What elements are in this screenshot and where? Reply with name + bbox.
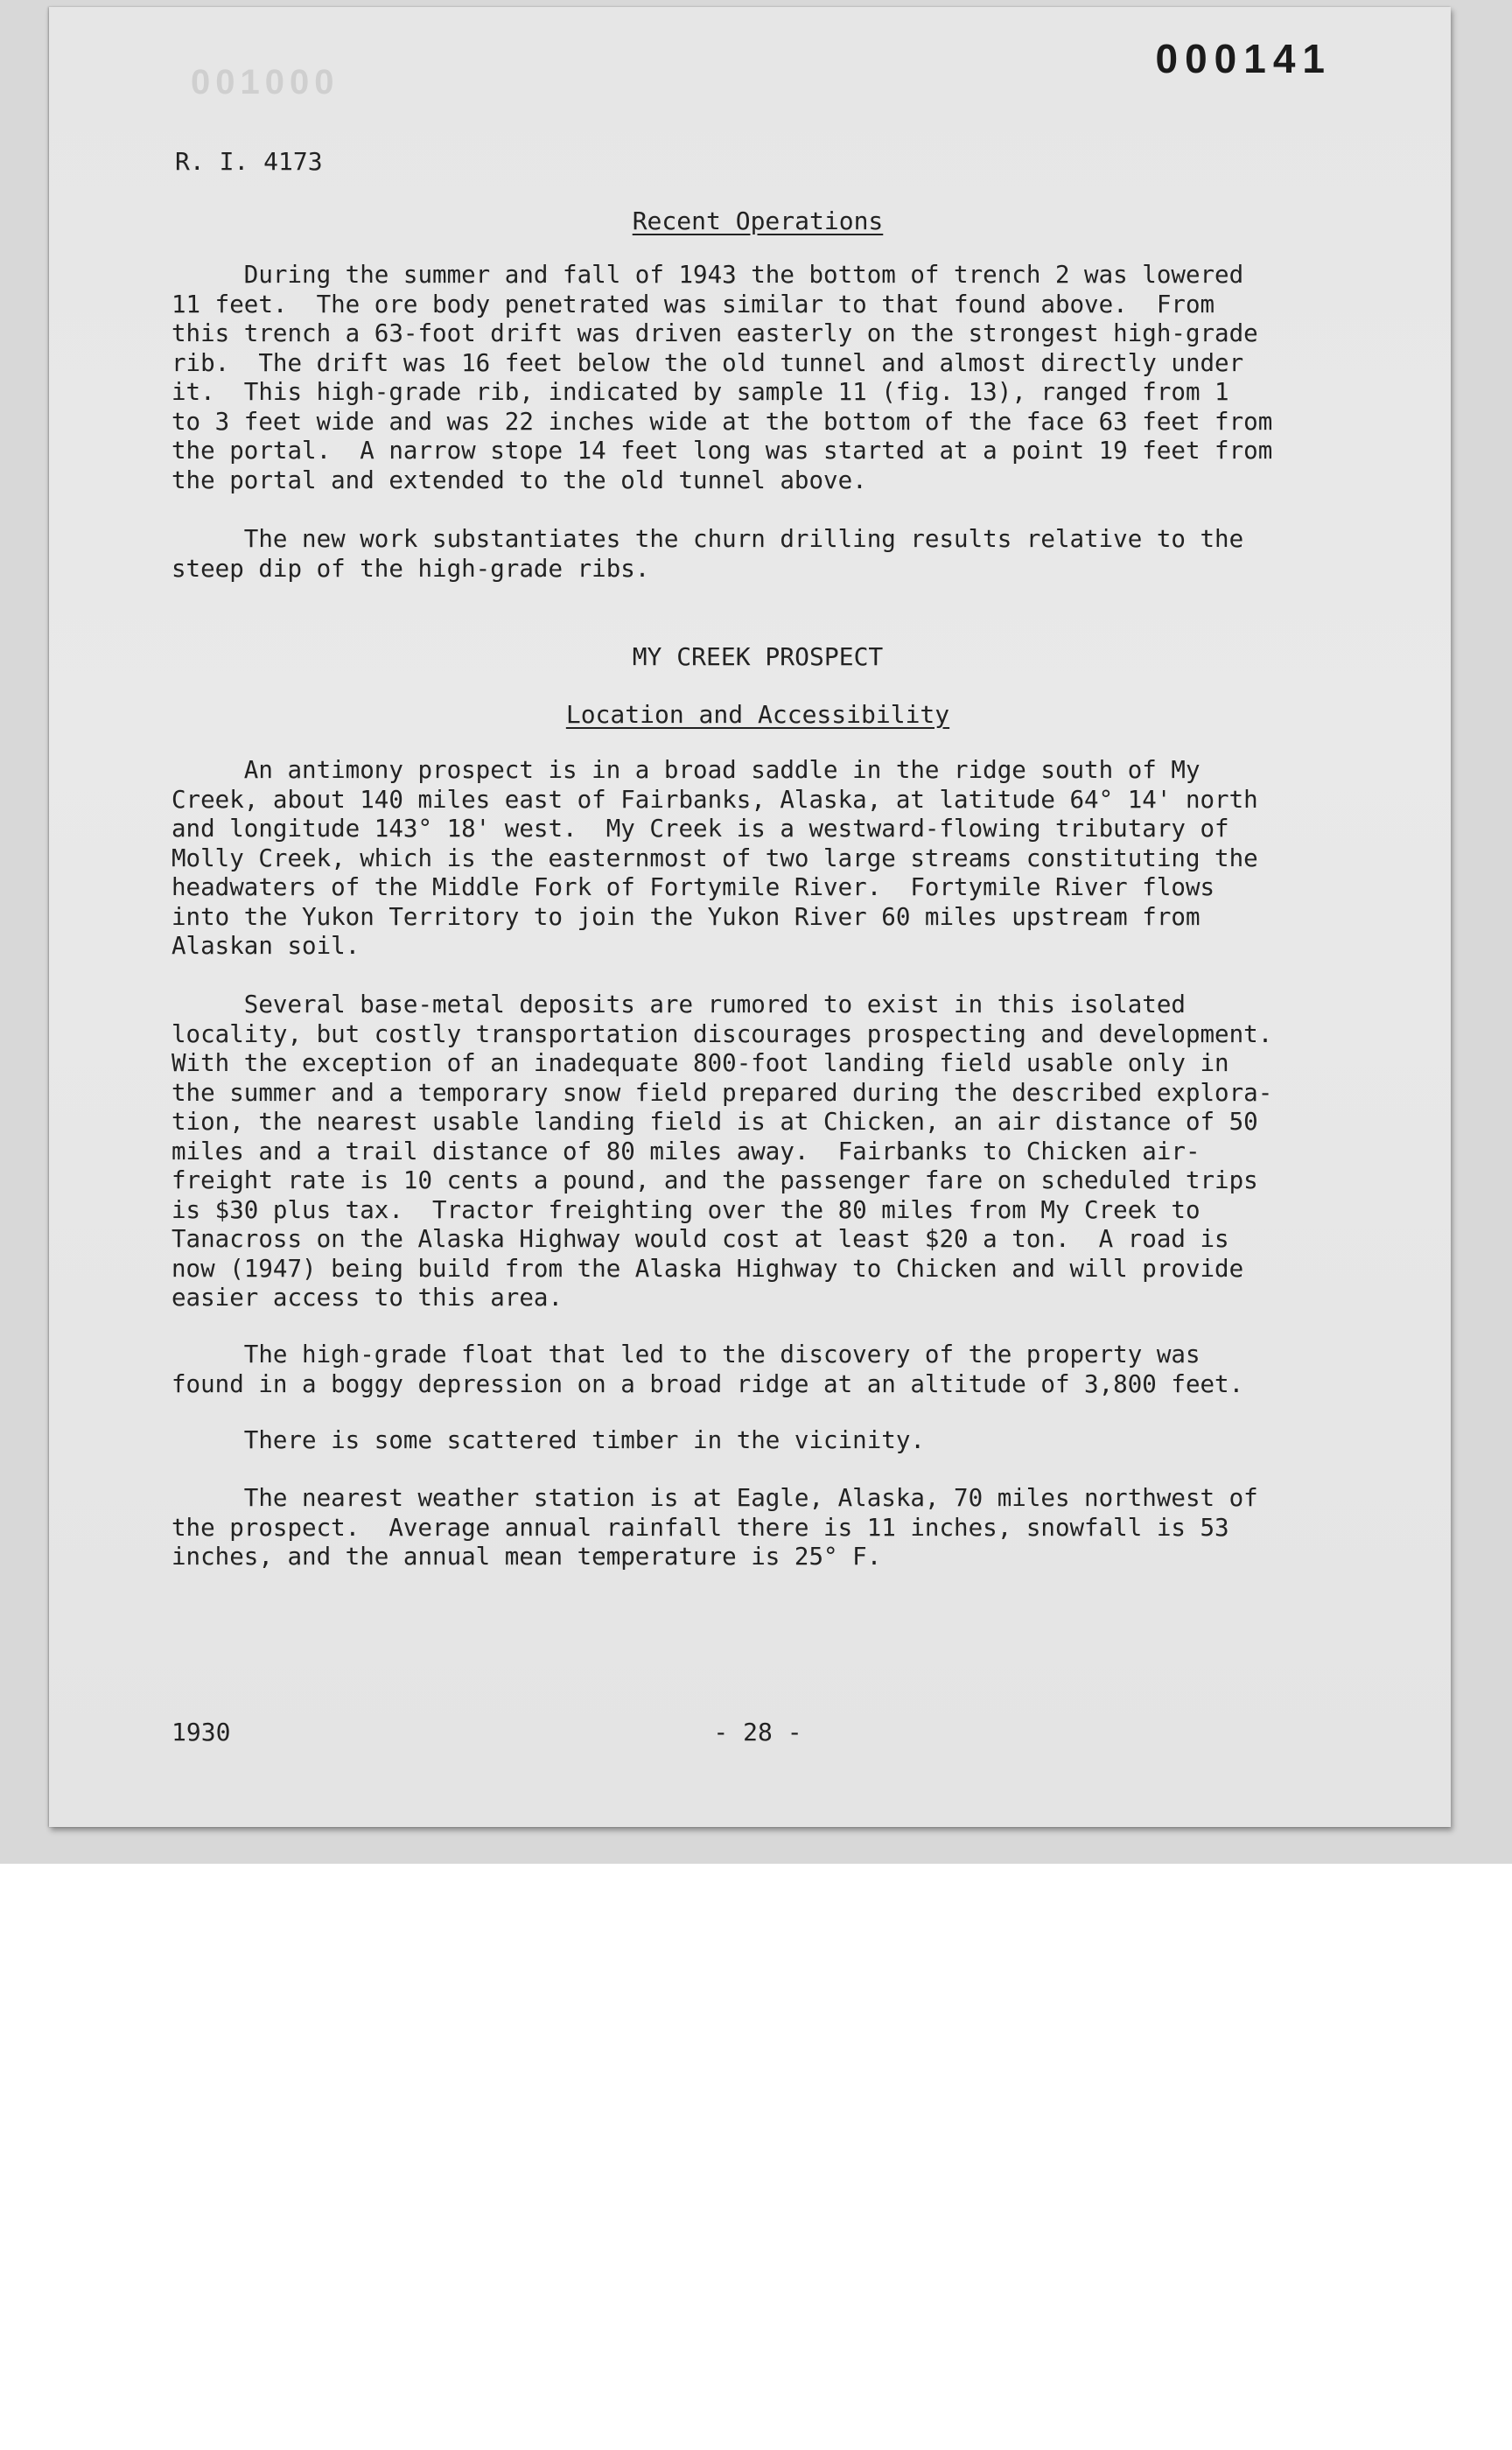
page-number: - 28 -	[713, 1718, 802, 1746]
paragraph-location-4: There is some scattered timber in the vicinity.	[172, 1426, 925, 1454]
section-heading-recent-operations	[172, 206, 1344, 235]
report-reference: R. I. 4173	[175, 147, 323, 176]
footer-code: 1930	[172, 1718, 231, 1746]
paragraph-recent-1: During the summer and fall of 1943 the bottom of trench 2 was lowered 11 feet. The ore body penetrated was similar to that found above. From this trench a 63-foot drift was driven easterly on the strongest high-grade rib. The drift was 16 feet below the old tunnel and almost directly under it. This high-grade rib, indicated by sample 11 (fig. 13), ranged from 1 to 3 feet wide and was 22 inches wide at the bottom of the face 63 feet from the portal. A narrow stope 14 feet long was started at a point 19 feet from the portal and extended to the old tunnel above.	[172, 261, 1273, 494]
faint-page-stamp: 001000	[191, 63, 340, 102]
paragraph-location-2: Several base-metal deposits are rumored to exist in this isolated locality, but costly transportation discourages prospecting and development. With the exception of an inadequate 800-foot landing field usable only in the summer and a temporary snow field prepared during the described explora- tion, the nearest usable landing field is at Chicken, an air distance of 50 miles and a trail distance of 80 miles away. Fairbanks to Chicken air- freight rate is 10 cents a pound, and the passenger fare on scheduled trips is $30 plus tax. Tractor freighting over the 80 miles from My Creek to Tanacross on the Alaska Highway would cost at least $20 a ton. A road is now (1947) being build from the Alaska Highway to Chicken and will provide easier access to this area.	[172, 990, 1273, 1312]
paragraph-recent-2: The new work substantiates the churn drilling results relative to the steep dip of the high-grade ribs.	[172, 525, 1244, 583]
paragraph-location-1: An antimony prospect is in a broad saddle in the ridge south of My Creek, about 140 miles east of Fairbanks, Alaska, at latitude 64° 14' north and longitude 143° 18' west. My Creek is a westward-flowing tributary of Molly Creek, which is the easternmost of two large streams constituting the headwaters of the Middle Fork of Fortymile River. Fortymile River flows into the Yukon Territory to join the Yukon River 60 miles upstream from Alaskan soil.	[172, 756, 1258, 960]
paragraph-location-3: The high-grade float that led to the discovery of the property was found in a boggy depression on a broad ridge at an altitude of 3,800 feet.	[172, 1340, 1244, 1398]
subheading-text: Location and Accessibility	[565, 700, 950, 729]
paragraph-location-5: The nearest weather station is at Eagle, Alaska, 70 miles northwest of the prospect. Average annual rainfall there is 11 inches, snowfall is 53 inches, and the annual mean temperature is 25° F.	[172, 1484, 1258, 1571]
section-heading-my-creek: MY CREEK PROSPECT	[632, 642, 884, 671]
section-heading-text: Recent Operations	[632, 206, 884, 235]
document-page	[49, 7, 1451, 1827]
page-number-stamp: 000141	[1155, 36, 1332, 81]
subheading-location	[172, 700, 1344, 729]
